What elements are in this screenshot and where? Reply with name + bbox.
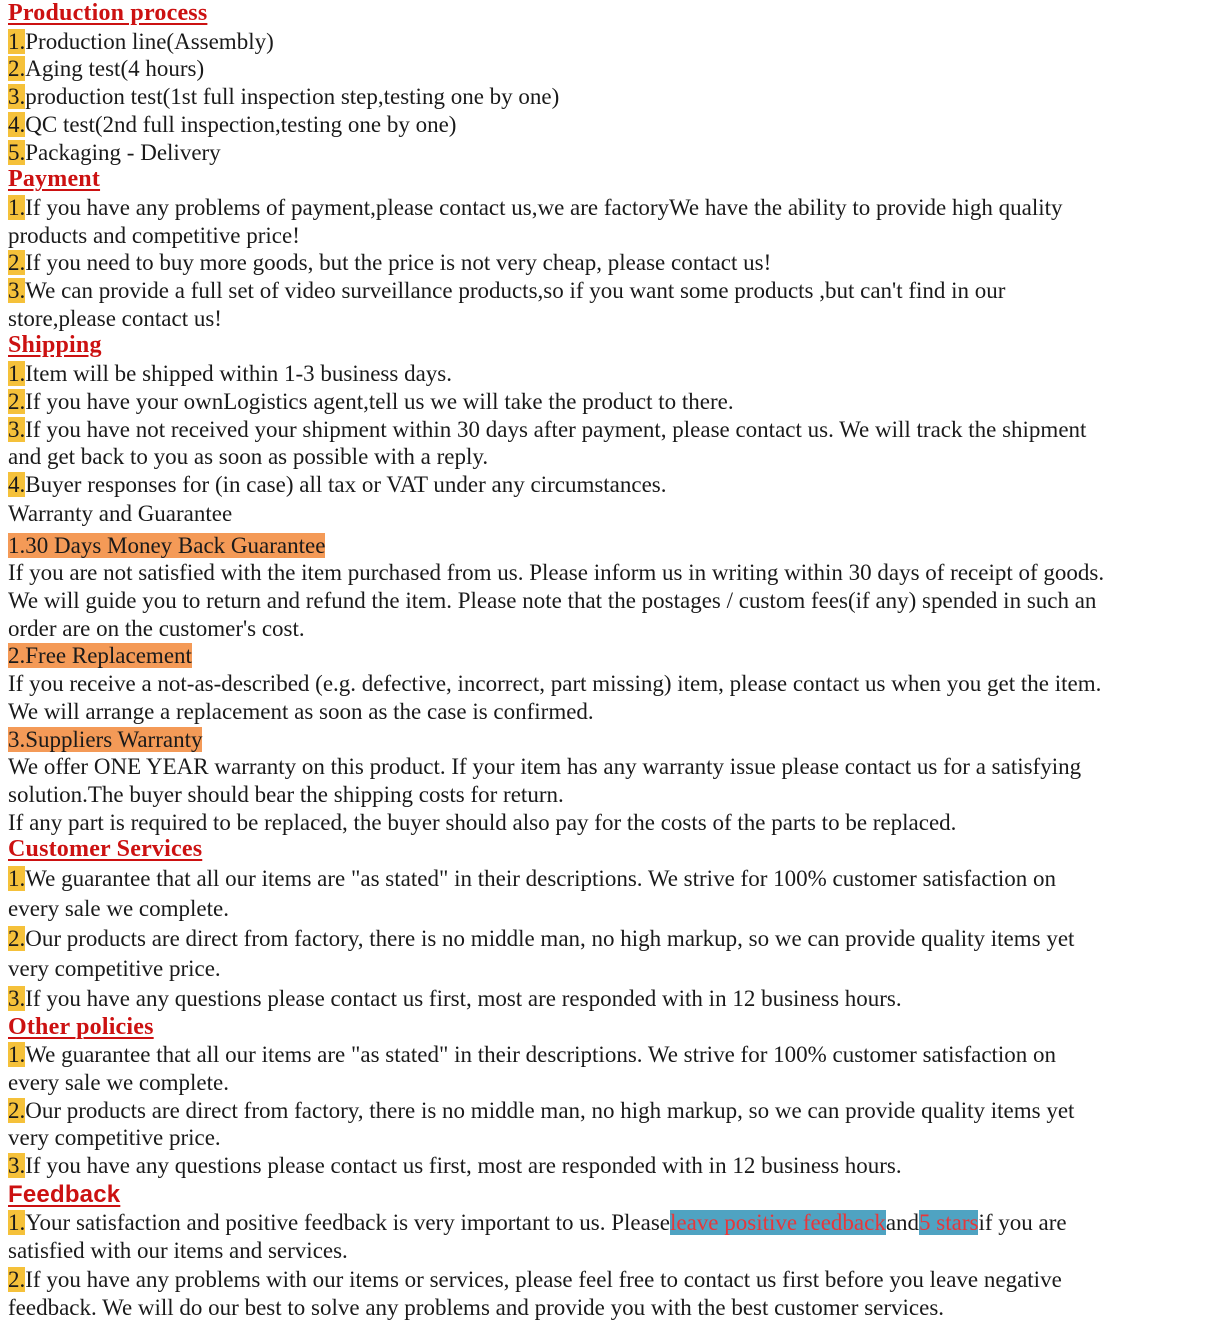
other-policies-section (8, 1014, 1220, 1180)
list-item-continuation: and get back to you as soon as possible with a reply. (8, 444, 489, 470)
list-item (8, 55, 1220, 83)
warranty-heading: Warranty and Guarantee (8, 500, 233, 526)
leave-feedback-highlight: leave positive feedback (669, 1209, 886, 1235)
item-text: Packaging - Delivery (25, 139, 221, 165)
list-item (8, 471, 1220, 499)
item-number: 2. (8, 250, 26, 276)
item-text: We can provide a full set of video surveillance products,so if you want some products ,but can't find in our (25, 278, 1006, 304)
list-item (8, 1209, 1220, 1238)
list-item (8, 864, 1220, 894)
list-item (8, 388, 1220, 416)
paragraph-line: solution.The buyer should bear the shipping costs for return. (8, 781, 564, 807)
item-number: 3. (8, 1153, 26, 1179)
paragraph-line: order are on the customer's cost. (8, 615, 305, 641)
item-text: Your satisfaction and positive feedback is very important to us. Please (25, 1209, 670, 1235)
list-item-continuation: store,please contact us! (8, 305, 222, 331)
list-item-continuation: every sale we complete. (8, 896, 229, 921)
list-item (8, 139, 1220, 167)
item-text: If you need to buy more goods, but the price is not very cheap, please contact us! (25, 250, 772, 276)
item-number: 3. (8, 278, 26, 304)
item-number: 1. (8, 194, 26, 220)
list-item (8, 1097, 1220, 1125)
production-section (8, 0, 1220, 166)
list-item (8, 194, 1220, 222)
paragraph-line: If you receive a not-as-described (e.g. defective, incorrect, part missing) item, please contact us when you get the item. (8, 671, 1102, 697)
item-text: If you have any problems with our items or services, please feel free to contact us first before you leave negative (25, 1266, 1062, 1292)
item-number: 3. (8, 84, 26, 110)
list-item (8, 1152, 1220, 1180)
item-text: If you have not received your shipment within 30 days after payment, please contact us. We will track the shipment (25, 416, 1087, 442)
item-text: if you are (978, 1209, 1067, 1235)
shipping-heading: Shipping (8, 332, 102, 359)
warranty-block-title (8, 642, 1220, 670)
money-back-title: 1.30 Days Money Back Guarantee (8, 532, 326, 558)
paragraph-line: We will guide you to return and refund the item. Please note that the postages / custom fees(if any) spended in such an (8, 588, 1097, 614)
item-number: 2. (8, 388, 26, 414)
item-text: QC test(2nd full inspection,testing one by one) (25, 111, 457, 137)
item-text: and (885, 1209, 920, 1235)
list-item (8, 83, 1220, 111)
list-item (8, 924, 1220, 954)
item-number: 4. (8, 471, 26, 497)
item-text: If you have any questions please contact us first, most are responded with in 12 business hours. (25, 985, 902, 1011)
item-text: Our products are direct from factory, there is no middle man, no high markup, so we can provide quality items yet (25, 925, 1075, 951)
list-item-continuation: every sale we complete. (8, 1070, 229, 1096)
item-number: 1. (8, 361, 26, 387)
warranty-block-title (8, 726, 1220, 754)
item-number: 3. (8, 416, 26, 442)
list-item (8, 111, 1220, 139)
item-text: Production line(Assembly) (25, 28, 274, 54)
item-text: Buyer responses for (in case) all tax or VAT under any circumstances. (25, 471, 667, 497)
list-item (8, 249, 1220, 277)
production-heading: Production process (8, 0, 208, 26)
item-number: 5. (8, 139, 26, 165)
item-number: 2. (8, 925, 26, 951)
warranty-block-title (8, 532, 1220, 560)
list-item (8, 1266, 1220, 1295)
paragraph-line: If any part is required to be replaced, the buyer should also pay for the costs of the parts to be replaced. (8, 809, 957, 835)
item-number: 1. (8, 866, 26, 892)
list-item-continuation: products and competitive price! (8, 222, 300, 248)
item-number: 2. (8, 56, 26, 82)
list-item-continuation: very competitive price. (8, 955, 221, 981)
list-item (8, 360, 1220, 388)
five-stars-highlight: 5 stars (919, 1209, 979, 1235)
item-text: Item will be shipped within 1-3 business days. (25, 361, 452, 387)
shipping-section (8, 332, 1220, 498)
item-text: If you have your ownLogistics agent,tell us we will take the product to there. (25, 388, 734, 414)
list-item (8, 416, 1220, 444)
paragraph-line: We will arrange a replacement as soon as the case is confirmed. (8, 698, 594, 724)
item-number: 3. (8, 985, 26, 1011)
customer-services-heading: Customer Services (8, 836, 203, 863)
item-text: We guarantee that all our items are "as stated" in their descriptions. We strive for 100% customer satisfaction on (25, 866, 1057, 892)
item-number: 2. (8, 1266, 26, 1292)
suppliers-warranty-title: 3.Suppliers Warranty (8, 726, 203, 752)
list-item (8, 984, 1220, 1014)
list-item (8, 277, 1220, 305)
item-number: 1. (8, 28, 26, 54)
payment-heading: Payment (8, 166, 101, 193)
item-number: 1. (8, 1209, 26, 1235)
paragraph-line: We offer ONE YEAR warranty on this product. If your item has any warranty issue please contact us for a satisfying (8, 754, 1082, 780)
feedback-heading: Feedback (8, 1180, 121, 1208)
item-number: 4. (8, 111, 26, 137)
item-text: Our products are direct from factory, there is no middle man, no high markup, so we can provide quality items yet (25, 1097, 1075, 1123)
item-text: We guarantee that all our items are "as stated" in their descriptions. We strive for 100% customer satisfaction on (25, 1042, 1057, 1068)
item-text: Aging test(4 hours) (25, 56, 205, 82)
list-item-continuation: very competitive price. (8, 1125, 221, 1151)
item-number: 1. (8, 1042, 26, 1068)
list-item-continuation: satisfied with our items and services. (8, 1238, 348, 1264)
other-policies-heading: Other policies (8, 1013, 154, 1040)
list-item (8, 1041, 1220, 1069)
free-replacement-title: 2.Free Replacement (8, 643, 192, 669)
customer-services-section (8, 836, 1220, 1013)
item-number: 2. (8, 1097, 26, 1123)
warranty-section (8, 499, 1220, 837)
item-text: production test(1st full inspection step,testing one by one) (25, 84, 560, 110)
list-item-continuation: feedback. We will do our best to solve any problems and provide you with the best customer services. (8, 1295, 945, 1321)
policy-document (8, 0, 1220, 1323)
feedback-section (8, 1180, 1220, 1323)
paragraph-line: If you are not satisfied with the item purchased from us. Please inform us in writing within 30 days of receipt of goods. (8, 560, 1105, 586)
item-text: If you have any questions please contact us first, most are responded with in 12 business hours. (25, 1153, 902, 1179)
list-item (8, 28, 1220, 56)
item-text: If you have any problems of payment,please contact us,we are factoryWe have the ability to provide high quality (25, 194, 1063, 220)
payment-section (8, 166, 1220, 332)
